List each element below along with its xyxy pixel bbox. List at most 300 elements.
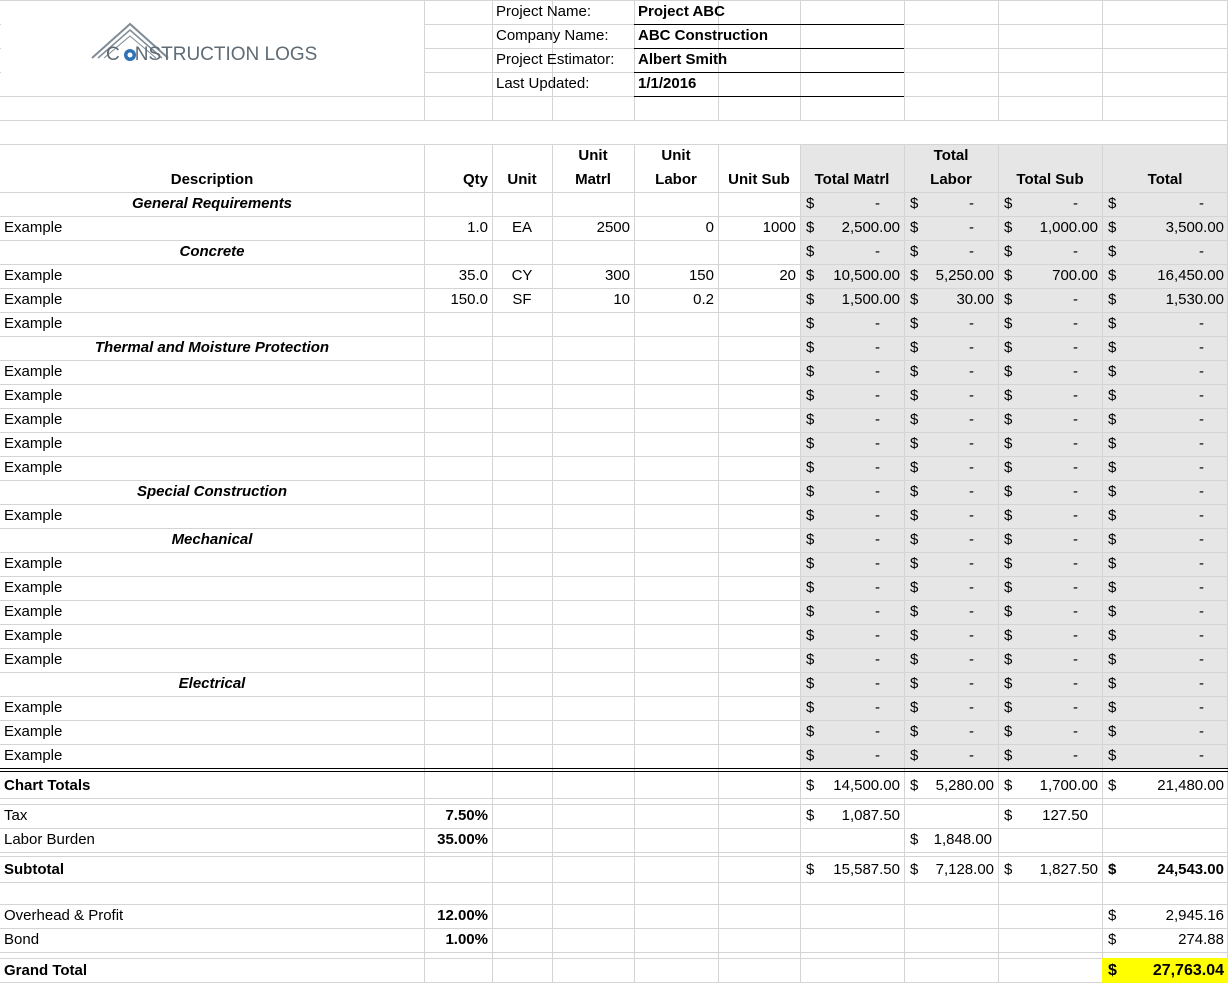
currency-symbol: $: [910, 363, 919, 380]
total-cell[interactable]: [1102, 336, 1228, 360]
total-cell[interactable]: [1102, 384, 1228, 408]
line-item-qty[interactable]: [424, 696, 492, 720]
line-item-unit-labor[interactable]: [634, 696, 718, 720]
currency-symbol: $: [910, 531, 919, 548]
line-item-unit-matrl[interactable]: [552, 744, 634, 768]
line-item-unit-sub[interactable]: [718, 408, 800, 432]
total-sub-cell[interactable]: [998, 192, 1102, 216]
line-item-unit-sub[interactable]: 1000: [762, 219, 796, 236]
line-item-unit[interactable]: [492, 312, 552, 336]
total-matrl-cell[interactable]: [800, 600, 904, 624]
line-item-unit-matrl[interactable]: 2500: [596, 219, 630, 236]
line-item-unit[interactable]: [492, 456, 552, 480]
line-item-unit-matrl[interactable]: [552, 360, 634, 384]
amount: -: [969, 723, 974, 740]
amount: -: [969, 219, 974, 236]
line-item-qty[interactable]: [424, 648, 492, 672]
subtotal-sub[interactable]: [998, 856, 1102, 882]
labor-burden-labor[interactable]: [904, 828, 998, 852]
line-item-unit-labor[interactable]: 150: [688, 267, 714, 284]
total-sub-cell[interactable]: [998, 360, 1102, 384]
tax-matrl[interactable]: [800, 804, 904, 828]
line-item-qty[interactable]: [424, 576, 492, 600]
total-cell[interactable]: [1102, 504, 1228, 528]
line-item-qty[interactable]: [424, 552, 492, 576]
line-item-unit[interactable]: [492, 552, 552, 576]
line-item-unit-sub[interactable]: [718, 720, 800, 744]
line-item-unit-matrl[interactable]: [552, 312, 634, 336]
line-item-description[interactable]: Example: [4, 363, 63, 380]
currency-symbol: $: [1108, 363, 1117, 380]
line-item-unit-matrl[interactable]: [552, 504, 634, 528]
amount: 1,700.00: [1039, 777, 1098, 794]
subtotal-total[interactable]: [1102, 856, 1228, 882]
line-item-qty[interactable]: [424, 720, 492, 744]
total-labor-cell[interactable]: [904, 504, 998, 528]
section-title: Thermal and Moisture Protection: [94, 339, 330, 356]
total-sub-cell[interactable]: [998, 696, 1102, 720]
line-item-unit-sub[interactable]: [718, 552, 800, 576]
total-sub-cell[interactable]: [998, 312, 1102, 336]
total-matrl-cell[interactable]: [800, 744, 904, 768]
total-labor-cell[interactable]: [904, 648, 998, 672]
total-matrl-cell[interactable]: [800, 336, 904, 360]
line-item-qty[interactable]: [424, 744, 492, 768]
currency-symbol: $: [1004, 411, 1013, 428]
chart-totals-total[interactable]: [1102, 772, 1228, 798]
total-labor-cell[interactable]: [904, 624, 998, 648]
total-labor-cell[interactable]: [904, 312, 998, 336]
bond-rate[interactable]: 1.00%: [445, 931, 488, 948]
total-cell[interactable]: [1102, 552, 1228, 576]
currency-symbol: $: [1108, 723, 1117, 740]
total-cell[interactable]: [1102, 696, 1228, 720]
total-cell[interactable]: [1102, 456, 1228, 480]
total-cell[interactable]: [1102, 600, 1228, 624]
line-item-unit-sub[interactable]: [718, 504, 800, 528]
total-cell[interactable]: [1102, 312, 1228, 336]
total-labor-cell[interactable]: [904, 384, 998, 408]
company-name-value[interactable]: ABC Construction: [638, 27, 768, 44]
line-item-unit[interactable]: [492, 576, 552, 600]
line-item-unit[interactable]: [492, 744, 552, 768]
total-matrl-cell[interactable]: [800, 672, 904, 696]
line-item-unit-matrl[interactable]: [552, 696, 634, 720]
amount: -: [1073, 339, 1078, 356]
currency-symbol: $: [1108, 555, 1117, 572]
line-item-qty[interactable]: 150.0: [450, 291, 488, 308]
total-labor-cell[interactable]: [904, 576, 998, 600]
amount: -: [1073, 387, 1078, 404]
total-matrl-cell[interactable]: [800, 720, 904, 744]
line-item-unit-matrl[interactable]: [552, 648, 634, 672]
total-sub-cell[interactable]: [998, 504, 1102, 528]
amount: -: [875, 195, 880, 212]
line-item-unit-sub[interactable]: [718, 696, 800, 720]
currency-symbol: $: [910, 411, 919, 428]
line-item-unit-sub[interactable]: [718, 600, 800, 624]
total-labor-cell[interactable]: [904, 408, 998, 432]
total-matrl-cell[interactable]: [800, 192, 904, 216]
currency-symbol: $: [1108, 387, 1117, 404]
total-sub-cell[interactable]: [998, 264, 1102, 288]
currency-symbol: $: [806, 435, 815, 452]
total-labor-cell[interactable]: [904, 696, 998, 720]
line-item-unit-labor[interactable]: [634, 648, 718, 672]
project-name-value[interactable]: Project ABC: [638, 3, 725, 20]
amount: -: [875, 555, 880, 572]
currency-symbol: $: [1108, 459, 1117, 476]
total-matrl-cell[interactable]: [800, 384, 904, 408]
currency-symbol: $: [1108, 962, 1117, 979]
total-sub-cell[interactable]: [998, 408, 1102, 432]
line-item-unit-matrl[interactable]: 300: [604, 267, 630, 284]
line-item-unit[interactable]: SF: [512, 291, 532, 308]
amount: -: [1073, 723, 1078, 740]
amount: 1,848.00: [933, 831, 992, 848]
chart-totals-labor[interactable]: [904, 772, 998, 798]
line-item-unit-sub[interactable]: [718, 744, 800, 768]
amount: 1,530.00: [1165, 291, 1224, 308]
amount: -: [875, 243, 880, 260]
line-item-unit[interactable]: CY: [511, 267, 533, 284]
currency-symbol: $: [806, 555, 815, 572]
line-item-unit[interactable]: EA: [511, 219, 532, 236]
total-sub-cell[interactable]: [998, 384, 1102, 408]
currency-symbol: $: [1004, 315, 1013, 332]
line-item-unit-matrl[interactable]: [552, 384, 634, 408]
divider: [634, 96, 904, 97]
total-cell[interactable]: [1102, 720, 1228, 744]
line-item-unit-labor[interactable]: [634, 552, 718, 576]
currency-symbol: $: [1004, 387, 1013, 404]
header-unit-labor: [634, 144, 718, 192]
total-cell[interactable]: [1102, 624, 1228, 648]
amount: -: [969, 579, 974, 596]
line-item-description[interactable]: Example: [4, 387, 63, 404]
line-item-unit-matrl[interactable]: [552, 432, 634, 456]
total-cell[interactable]: [1102, 432, 1228, 456]
line-item-description[interactable]: Example: [4, 747, 63, 764]
amount: -: [969, 531, 974, 548]
line-item-unit-sub[interactable]: 20: [779, 267, 796, 284]
amount: -: [1199, 603, 1204, 620]
total-sub-cell[interactable]: [998, 528, 1102, 552]
total-labor-cell[interactable]: [904, 456, 998, 480]
total-labor-cell[interactable]: [904, 432, 998, 456]
line-item-unit-matrl[interactable]: [552, 552, 634, 576]
line-item-description[interactable]: Example: [4, 315, 63, 332]
total-labor-cell[interactable]: [904, 552, 998, 576]
total-labor-cell[interactable]: [904, 600, 998, 624]
line-item-description[interactable]: Example: [4, 603, 63, 620]
total-cell[interactable]: [1102, 216, 1228, 240]
line-item-unit-labor[interactable]: [634, 744, 718, 768]
chart-totals-matrl[interactable]: [800, 772, 904, 798]
tax-rate[interactable]: 7.50%: [445, 807, 488, 824]
line-item-qty[interactable]: [424, 456, 492, 480]
total-labor-cell[interactable]: [904, 672, 998, 696]
total-labor-cell[interactable]: [904, 240, 998, 264]
line-item-qty[interactable]: [424, 408, 492, 432]
grand-total-value[interactable]: [1102, 958, 1228, 983]
total-sub-cell[interactable]: [998, 600, 1102, 624]
total-labor-cell[interactable]: [904, 720, 998, 744]
total-cell[interactable]: [1102, 240, 1228, 264]
amount: 15,587.50: [833, 861, 900, 878]
line-item-qty[interactable]: [424, 432, 492, 456]
total-labor-cell[interactable]: [904, 288, 998, 312]
line-item-unit[interactable]: [492, 624, 552, 648]
line-item-unit-sub[interactable]: [718, 576, 800, 600]
total-sub-cell[interactable]: [998, 648, 1102, 672]
amount: -: [1199, 243, 1204, 260]
line-item-unit-sub[interactable]: [718, 432, 800, 456]
total-matrl-cell[interactable]: [800, 432, 904, 456]
header-unit-matrl: [552, 144, 634, 192]
total-sub-cell[interactable]: [998, 624, 1102, 648]
total-cell[interactable]: [1102, 192, 1228, 216]
amount: -: [969, 627, 974, 644]
line-item-qty[interactable]: [424, 384, 492, 408]
line-item-unit-matrl[interactable]: [552, 576, 634, 600]
currency-symbol: $: [910, 747, 919, 764]
total-matrl-cell[interactable]: [800, 312, 904, 336]
line-item-qty[interactable]: [424, 312, 492, 336]
line-item-unit[interactable]: [492, 600, 552, 624]
total-matrl-cell[interactable]: [800, 360, 904, 384]
line-item-unit-labor[interactable]: [634, 312, 718, 336]
currency-symbol: $: [1108, 777, 1117, 794]
total-labor-cell[interactable]: [904, 360, 998, 384]
overhead-profit-label: Overhead & Profit: [4, 907, 124, 924]
total-sub-cell[interactable]: [998, 672, 1102, 696]
total-sub-cell[interactable]: [998, 216, 1102, 240]
total-matrl-cell[interactable]: [800, 456, 904, 480]
currency-symbol: $: [1004, 483, 1013, 500]
total-sub-cell[interactable]: [998, 456, 1102, 480]
currency-symbol: $: [1108, 435, 1117, 452]
total-sub-cell[interactable]: [998, 576, 1102, 600]
total-cell[interactable]: [1102, 648, 1228, 672]
line-item-description[interactable]: Example: [4, 627, 63, 644]
section-title: Special Construction: [136, 483, 288, 500]
total-labor-cell[interactable]: [904, 336, 998, 360]
project-estimator-label: Project Estimator:: [496, 51, 615, 68]
line-item-unit-labor[interactable]: [634, 600, 718, 624]
line-item-description[interactable]: Example: [4, 723, 63, 740]
line-item-description[interactable]: Example: [4, 651, 63, 668]
total-sub-cell[interactable]: [998, 240, 1102, 264]
line-item-unit-labor[interactable]: [634, 504, 718, 528]
line-item-unit-sub[interactable]: [718, 456, 800, 480]
chart-totals-label: Chart Totals: [4, 777, 91, 794]
divider: [634, 72, 904, 73]
total-sub-cell[interactable]: [998, 720, 1102, 744]
line-item-description[interactable]: Example: [4, 411, 63, 428]
line-item-qty[interactable]: [424, 600, 492, 624]
amount: 5,280.00: [935, 777, 994, 794]
line-item-description[interactable]: Example: [4, 267, 63, 284]
tax-sub[interactable]: [998, 804, 1102, 828]
currency-symbol: $: [806, 315, 815, 332]
currency-symbol: $: [910, 459, 919, 476]
line-item-description[interactable]: Example: [4, 507, 63, 524]
total-matrl-cell[interactable]: [800, 240, 904, 264]
line-item-unit-labor[interactable]: 0: [705, 219, 714, 236]
line-item-unit[interactable]: [492, 432, 552, 456]
subtotal-matrl[interactable]: [800, 856, 904, 882]
amount: -: [1199, 699, 1204, 716]
subtotal-label: Subtotal: [4, 861, 64, 878]
line-item-unit-labor[interactable]: [634, 360, 718, 384]
total-matrl-cell[interactable]: [800, 288, 904, 312]
line-item-unit-sub[interactable]: [718, 360, 800, 384]
total-sub-cell[interactable]: [998, 744, 1102, 768]
amount: -: [1199, 555, 1204, 572]
line-item-description[interactable]: Example: [4, 699, 63, 716]
total-matrl-cell[interactable]: [800, 552, 904, 576]
amount: -: [875, 723, 880, 740]
line-item-unit-sub[interactable]: [718, 288, 800, 312]
currency-symbol: $: [910, 339, 919, 356]
line-item-unit[interactable]: [492, 648, 552, 672]
currency-symbol: $: [1004, 267, 1013, 284]
total-labor-cell[interactable]: [904, 744, 998, 768]
total-sub-cell[interactable]: [998, 432, 1102, 456]
currency-symbol: $: [1108, 291, 1117, 308]
line-item-qty[interactable]: 1.0: [467, 219, 488, 236]
line-item-unit-sub[interactable]: [718, 384, 800, 408]
line-item-qty[interactable]: [424, 360, 492, 384]
line-item-unit-matrl[interactable]: [552, 624, 634, 648]
line-item-qty[interactable]: 35.0: [458, 267, 488, 284]
total-labor-cell[interactable]: [904, 528, 998, 552]
total-cell[interactable]: [1102, 480, 1228, 504]
total-cell[interactable]: [1102, 288, 1228, 312]
overhead-profit-total[interactable]: [1102, 904, 1228, 928]
total-cell[interactable]: [1102, 528, 1228, 552]
line-item-unit-matrl[interactable]: [552, 600, 634, 624]
line-item-unit-matrl[interactable]: [552, 408, 634, 432]
total-cell[interactable]: [1102, 408, 1228, 432]
line-item-unit-matrl[interactable]: [552, 456, 634, 480]
bond-total[interactable]: [1102, 928, 1228, 952]
line-item-unit[interactable]: [492, 720, 552, 744]
total-cell[interactable]: [1102, 360, 1228, 384]
line-item-unit-labor[interactable]: [634, 384, 718, 408]
total-cell[interactable]: [1102, 264, 1228, 288]
line-item-description[interactable]: Example: [4, 219, 63, 236]
last-updated-value[interactable]: 1/1/2016: [638, 75, 697, 92]
line-item-description[interactable]: Example: [4, 579, 63, 596]
amount: -: [875, 579, 880, 596]
amount: -: [1073, 411, 1078, 428]
line-item-unit[interactable]: [492, 408, 552, 432]
line-item-description[interactable]: Example: [4, 291, 63, 308]
line-item-unit-labor[interactable]: [634, 432, 718, 456]
currency-symbol: $: [1004, 219, 1013, 236]
total-cell[interactable]: [1102, 576, 1228, 600]
line-item-unit-labor[interactable]: 0.2: [693, 291, 714, 308]
total-matrl-cell[interactable]: [800, 216, 904, 240]
line-item-unit-sub[interactable]: [718, 312, 800, 336]
amount: 1,827.50: [1039, 861, 1098, 878]
line-item-unit-sub[interactable]: [718, 648, 800, 672]
line-item-unit[interactable]: [492, 504, 552, 528]
total-cell[interactable]: [1102, 672, 1228, 696]
currency-symbol: $: [806, 363, 815, 380]
total-labor-cell[interactable]: [904, 192, 998, 216]
currency-symbol: $: [1004, 579, 1013, 596]
line-item-description[interactable]: Example: [4, 435, 63, 452]
currency-symbol: $: [1004, 555, 1013, 572]
total-cell[interactable]: [1102, 744, 1228, 768]
labor-burden-rate[interactable]: 35.00%: [437, 831, 488, 848]
line-item-unit[interactable]: [492, 384, 552, 408]
amount: -: [1199, 411, 1204, 428]
line-item-unit[interactable]: [492, 696, 552, 720]
total-matrl-cell[interactable]: [800, 624, 904, 648]
line-item-qty[interactable]: [424, 504, 492, 528]
currency-symbol: $: [910, 315, 919, 332]
amount: -: [1073, 699, 1078, 716]
total-sub-cell[interactable]: [998, 480, 1102, 504]
total-sub-cell[interactable]: [998, 288, 1102, 312]
currency-symbol: $: [1004, 603, 1013, 620]
currency-symbol: $: [806, 603, 815, 620]
amount: -: [969, 195, 974, 212]
total-sub-cell[interactable]: [998, 552, 1102, 576]
total-matrl-cell[interactable]: [800, 264, 904, 288]
overhead-profit-rate[interactable]: 12.00%: [437, 907, 488, 924]
line-item-description[interactable]: Example: [4, 555, 63, 572]
line-item-unit-labor[interactable]: [634, 624, 718, 648]
amount: -: [1199, 675, 1204, 692]
chart-totals-sub[interactable]: [998, 772, 1102, 798]
total-matrl-cell[interactable]: [800, 576, 904, 600]
amount: -: [875, 699, 880, 716]
logo-text: C NSTRUCTION LOGS: [106, 44, 318, 65]
total-matrl-cell[interactable]: [800, 504, 904, 528]
line-item-unit-sub[interactable]: [718, 624, 800, 648]
divider: [634, 48, 904, 49]
amount: 1,000.00: [1039, 219, 1098, 236]
total-labor-cell[interactable]: [904, 264, 998, 288]
line-item-unit-matrl[interactable]: [552, 720, 634, 744]
project-estimator-value[interactable]: Albert Smith: [638, 51, 728, 68]
total-sub-cell[interactable]: [998, 336, 1102, 360]
subtotal-labor[interactable]: [904, 856, 998, 882]
line-item-qty[interactable]: [424, 624, 492, 648]
line-item-unit-matrl[interactable]: 10: [613, 291, 630, 308]
amount: 5,250.00: [935, 267, 994, 284]
line-item-unit-labor[interactable]: [634, 456, 718, 480]
total-matrl-cell[interactable]: [800, 696, 904, 720]
total-matrl-cell[interactable]: [800, 528, 904, 552]
total-matrl-cell[interactable]: [800, 408, 904, 432]
total-matrl-cell[interactable]: [800, 480, 904, 504]
amount: 24,543.00: [1157, 861, 1224, 878]
total-labor-cell[interactable]: [904, 216, 998, 240]
line-item-description[interactable]: Example: [4, 459, 63, 476]
total-labor-cell[interactable]: [904, 480, 998, 504]
line-item-unit-labor[interactable]: [634, 576, 718, 600]
line-item-unit-labor[interactable]: [634, 408, 718, 432]
line-item-unit[interactable]: [492, 360, 552, 384]
line-item-unit-labor[interactable]: [634, 720, 718, 744]
total-matrl-cell[interactable]: [800, 648, 904, 672]
